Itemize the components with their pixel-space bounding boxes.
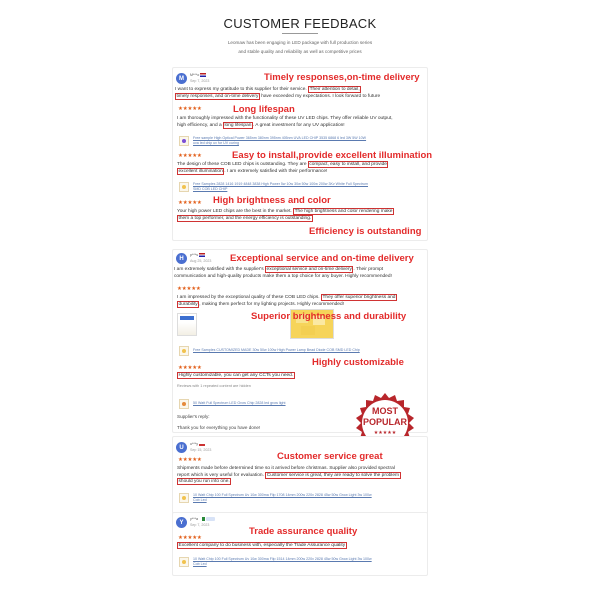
- reviewer-name-text: p***s: [190, 253, 198, 257]
- star-rating: ★★★★★: [178, 365, 202, 371]
- review-text-part: I am thoroughly impressed with the functionality of these UV LED chips. They offer reliable UV output,: [177, 116, 393, 121]
- photo-chip: [301, 326, 315, 335]
- annotation-superior-brightness: Superior brightness and durability: [251, 311, 407, 322]
- product-image-icon: [182, 496, 186, 500]
- avatar: Y: [176, 517, 187, 528]
- annotation-high-brightness: High brightness and color: [213, 195, 331, 206]
- product-link-line[interactable]: Free Samples 2828 1416 1919 4848 3838 High Power 5w 10w 30w 50w 100w 200w 3Kv White Full Spectrum: [193, 182, 368, 186]
- review-text: [177, 373, 295, 380]
- highlight: Excellent company to do business with, especially the Trade Assurance quality: [178, 543, 346, 548]
- supplier-reply-label: Supplier's reply:: [177, 414, 210, 419]
- highlight: them a top performer, and the energy efficiency is outstanding.: [178, 215, 312, 221]
- product-image-icon: [182, 185, 186, 189]
- product-image-icon: [182, 402, 186, 406]
- review-text-part: The design of these COB LED chips is outstanding. They are: [177, 162, 307, 167]
- product-link[interactable]: Free Samples CUSTOMIZED MADE 30w 50w 100w High Power Lamp Bead Diode COB SMD LED Chip: [193, 348, 360, 352]
- subtitle-line-2: and stable quality and reliability as well as competitive prices: [238, 48, 362, 54]
- review-text: [177, 466, 425, 486]
- product-thumbnail[interactable]: [179, 557, 189, 567]
- star-rating: ★★★★★: [178, 535, 202, 541]
- star-rating: ★★★★★: [178, 153, 202, 159]
- badge-line-2: POPULAR: [362, 417, 407, 427]
- annotation-exceptional-service: Exceptional service and on-time delivery: [230, 253, 414, 264]
- product-image-icon: [182, 560, 186, 564]
- annotation-easy-install: Easy to install,provide excellent illumination: [232, 150, 433, 161]
- product-thumbnail[interactable]: [179, 136, 189, 146]
- review-text: [175, 87, 420, 100]
- review-date: Sep 7, 2023: [190, 523, 210, 527]
- annotation-efficiency: Efficiency is outstanding: [309, 226, 422, 237]
- product-link-line[interactable]: Cob Led: [193, 562, 207, 566]
- review-text-part: I am extremely satisfied with the supplier's: [174, 267, 264, 272]
- flag-icon: [199, 253, 205, 257]
- review-text: [177, 116, 422, 129]
- highlight: Their attention to detail,: [309, 87, 360, 92]
- review-text: [177, 295, 425, 308]
- annotation-customizable: Highly customizable: [312, 357, 404, 368]
- review-text-part: I am impressed by the exceptional quality of these COB LED chips.: [177, 295, 320, 300]
- review-text-part: I want to express my gratitude to this supplier for their service.: [175, 87, 307, 92]
- product-thumbnail[interactable]: [179, 493, 189, 503]
- reviewer-name: [190, 517, 215, 521]
- star-rating: ★★★★★: [177, 286, 201, 292]
- product-thumbnail[interactable]: [179, 182, 189, 192]
- product-link[interactable]: [193, 182, 423, 192]
- highlight: compact, easy to install, and provide: [309, 162, 387, 167]
- highlight: should you run into one.: [178, 479, 230, 485]
- review-text-part: Your high power LED chips are the best in the market.: [177, 209, 292, 214]
- review-text: [174, 267, 424, 280]
- avatar: M: [176, 73, 187, 84]
- highlight: Customer service is great, they are ready to solve the problem: [266, 472, 400, 478]
- reviewer-name: [190, 442, 205, 446]
- highlight: They offer superior brightness and: [322, 295, 396, 300]
- highlight: Highly customizable, you can get any CCTs you need.: [178, 373, 294, 378]
- product-link[interactable]: [193, 493, 425, 503]
- product-image-icon: [182, 139, 186, 143]
- flag-icon: [200, 73, 206, 77]
- highlight: The high brightness and color rendering make: [294, 209, 393, 214]
- review-text-part: , making them perfect for my lighting projects. Highly recommended!: [199, 301, 344, 307]
- title-divider: [282, 33, 318, 34]
- product-image-icon: [182, 349, 186, 353]
- review-text: [177, 543, 347, 550]
- star-rating: ★★★★★: [178, 106, 202, 112]
- annotation-timely: Timely responses,on-time delivery: [264, 72, 420, 83]
- badge-stars: ★★★★★: [373, 430, 397, 436]
- star-rating: ★★★★★: [178, 200, 202, 206]
- review-text-part: communication and high-quality products make them a top choice for any buyer. Highly recommended!: [174, 273, 392, 279]
- review-text-part: . I am extremely satisfied with their performance!: [224, 168, 328, 174]
- flag-icon: [199, 517, 205, 521]
- product-thumbnail[interactable]: [179, 346, 189, 356]
- reviewer-name: [190, 253, 205, 257]
- annotation-trade-assurance: Trade assurance quality: [249, 526, 358, 537]
- star-rating: ★★★★★: [178, 457, 202, 463]
- review-text-part: have exceeded my expectations. I look forward to future: [261, 93, 381, 99]
- review-text: [177, 209, 422, 222]
- review-text-part: . A great investment for any UV application!: [252, 122, 345, 128]
- highlight: exceptional service and on-time delivery: [266, 267, 352, 272]
- product-link-line[interactable]: uva led chip uv for UV curing: [193, 141, 239, 145]
- highlight: durability: [178, 301, 198, 307]
- review-text-part: report which is very useful for evaluation.: [177, 472, 264, 478]
- verified-icon: [206, 517, 215, 521]
- badge-line-1: MOST: [372, 406, 398, 416]
- product-link[interactable]: 50 Watt Full Spectrum LED Grow Chip 2828 led grow light: [193, 401, 286, 405]
- reviewer-name-text: y***a: [190, 517, 198, 521]
- product-thumbnail[interactable]: [179, 399, 189, 409]
- reviewer-name: [190, 73, 206, 77]
- highlight: long lifespan: [224, 122, 252, 128]
- subtitle-line-1: Leomaw has been engaging in LED package with full production series: [227, 40, 373, 45]
- highlight: timely responses, and on-time delivery: [176, 93, 259, 99]
- product-link-line[interactable]: SMD COB LED CHIP: [193, 187, 228, 191]
- page-subtitle: [150, 39, 450, 56]
- page-title: CUSTOMER FEEDBACK: [223, 16, 377, 31]
- review-text: [177, 162, 422, 175]
- photo-strip: [180, 316, 194, 320]
- avatar: U: [176, 442, 187, 453]
- flag-icon: [199, 442, 205, 446]
- supplier-reply-text: Thank you for everything you have done!: [177, 425, 261, 430]
- annotation-customer-service: Customer service great: [277, 451, 383, 462]
- product-link-line[interactable]: 10 Watt Chip 100 Full Spectrum Uv 10w 300ma Flip 1514 14mm 200w 220v 2828 45w 50w Grow Light 3w 100w: [193, 557, 372, 561]
- review-text-part: Shipments made before determined time so it arrived before christmas. Supplier also provided spectral: [177, 466, 395, 471]
- review-date: Aug 25, 2023: [190, 259, 212, 263]
- product-link-line[interactable]: Cob Led: [193, 498, 207, 502]
- review-date: Sep 7, 2023: [190, 79, 210, 83]
- product-link[interactable]: [193, 557, 425, 567]
- review-photo[interactable]: [177, 313, 197, 336]
- review-date: Sep 15, 2023: [190, 448, 212, 452]
- annotation-long-lifespan: Long lifespan: [233, 104, 295, 115]
- hidden-reviews-note: Reviews with 1 repeated content are hidden: [177, 384, 251, 388]
- product-link-line[interactable]: 10 Watt Chip 100 Full Spectrum Uv 10w 300ma Flip 1708 14mm 200w 220v 2828 45w 50w Grow Light 3w 100w: [193, 493, 372, 497]
- reviewer-name-text: M***o: [190, 73, 200, 77]
- review-text-part: . Their prompt: [353, 267, 384, 272]
- highlight: excellent illumination: [178, 168, 223, 174]
- reviewer-name-text: u***y: [190, 442, 198, 446]
- product-link[interactable]: [193, 136, 423, 146]
- avatar: H: [176, 253, 187, 264]
- product-link-line[interactable]: Free sample High Optical Power 365nm 380nm 395nm 405nm UVA LED CHIP 3535 6868 6 led 3W 5W 10W: [193, 136, 367, 140]
- review-text-part: high efficiency, and a: [177, 122, 222, 128]
